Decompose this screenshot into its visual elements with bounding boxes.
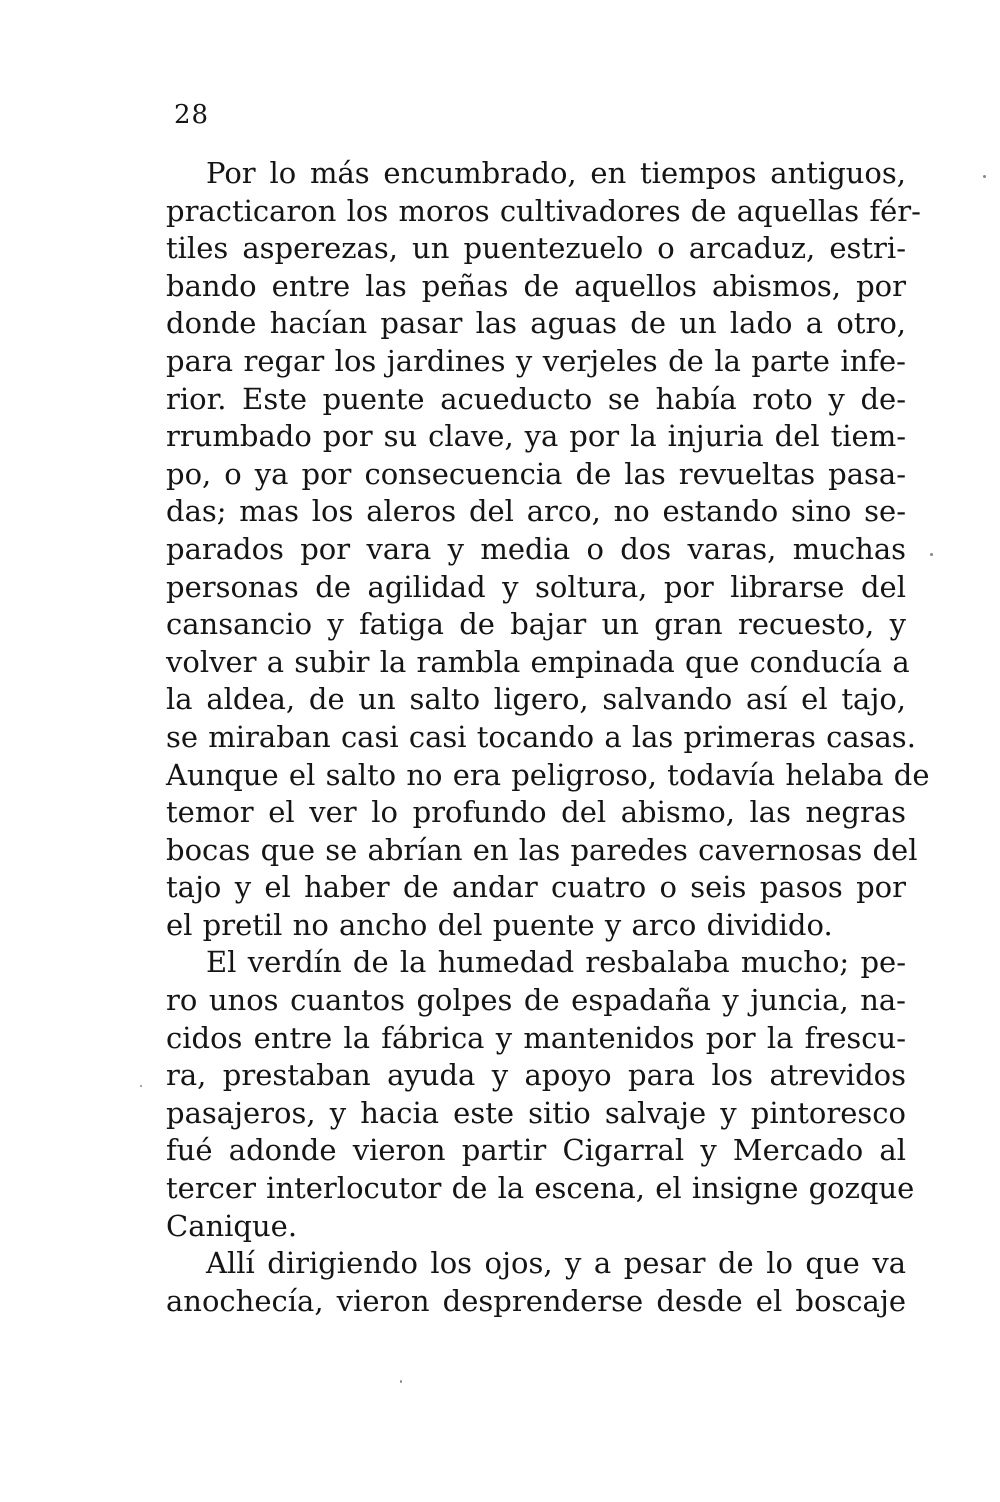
text-line: la aldea, de un salto ligero, salvando así el tajo, [166, 682, 906, 717]
text-line: tajo y el haber de andar cuatro o seis pasos por [166, 870, 906, 905]
text-line: Aunque el salto no era peligroso, todavía helaba de [166, 757, 930, 792]
text-line: po, o ya por consecuencia de las revueltas pasa- [166, 456, 906, 491]
text-line: Canique. [166, 1208, 298, 1243]
text-line: ro unos cuantos golpes de espadaña y juncia, na- [166, 983, 906, 1018]
text-line: personas de agilidad y soltura, por librarse del [166, 569, 906, 604]
text-line: tercer interlocutor de la escena, el insigne gozque [166, 1171, 915, 1206]
text-line: bando entre las peñas de aquellos abismos, por [166, 268, 906, 303]
text-line: ra, prestaban ayuda y apoyo para los atrevidos [166, 1058, 906, 1093]
paragraph-3 [166, 1245, 906, 1320]
text-line: das; mas los aleros del arco, no estando sino se- [166, 494, 906, 529]
text-line: El verdín de la humedad resbalaba mucho; pe- [206, 945, 906, 980]
text-line: fué adonde vieron partir Cigarral y Mercado al [166, 1133, 906, 1168]
text-line: Por lo más encumbrado, en tiempos antiguos, [206, 156, 906, 190]
paragraph-2 [166, 944, 915, 1245]
text-line: se miraban casi casi tocando a las primeras casas. [166, 719, 916, 754]
body-text [166, 155, 930, 1320]
text-line: pasajeros, y hacia este sitio salvaje y pintoresco [166, 1095, 906, 1130]
text-line: Allí dirigiendo los ojos, y a pesar de lo que va [206, 1246, 906, 1281]
text-line: tiles asperezas, un puentezuelo o arcaduz, estri- [166, 231, 906, 266]
paragraph-1 [166, 155, 930, 944]
text-line: practicaron los moros cultivadores de aquellas fér- [166, 193, 921, 228]
text-line: rior. Este puente acueducto se había roto y de- [166, 381, 906, 416]
text-line: bocas que se abrían en las paredes cavernosas del [166, 832, 918, 867]
scan-speck [140, 1085, 142, 1087]
scan-speck [930, 553, 933, 556]
text-line: rrumbado por su clave, ya por la injuria del tiem- [166, 419, 906, 454]
text-line: el pretil no ancho del puente y arco dividido. [166, 907, 833, 942]
text-line: parados por vara y media o dos varas, muchas [166, 531, 906, 566]
scan-speck [983, 175, 986, 178]
scan-speck [400, 1380, 402, 1383]
text-line: cidos entre la fábrica y mantenidos por la frescu- [166, 1020, 906, 1055]
text-line: volver a subir la rambla empinada que conducía a [166, 644, 910, 679]
text-line: para regar los jardines y verjeles de la parte infe- [166, 343, 906, 378]
text-line: donde hacían pasar las aguas de un lado a otro, [166, 306, 906, 341]
page-number: 28 [174, 100, 210, 130]
text-line: anochecía, vieron desprenderse desde el boscaje [166, 1283, 906, 1318]
text-line: cansancio y fatiga de bajar un gran recuesto, y [166, 607, 906, 642]
text-line: temor el ver lo profundo del abismo, las negras [166, 795, 906, 830]
